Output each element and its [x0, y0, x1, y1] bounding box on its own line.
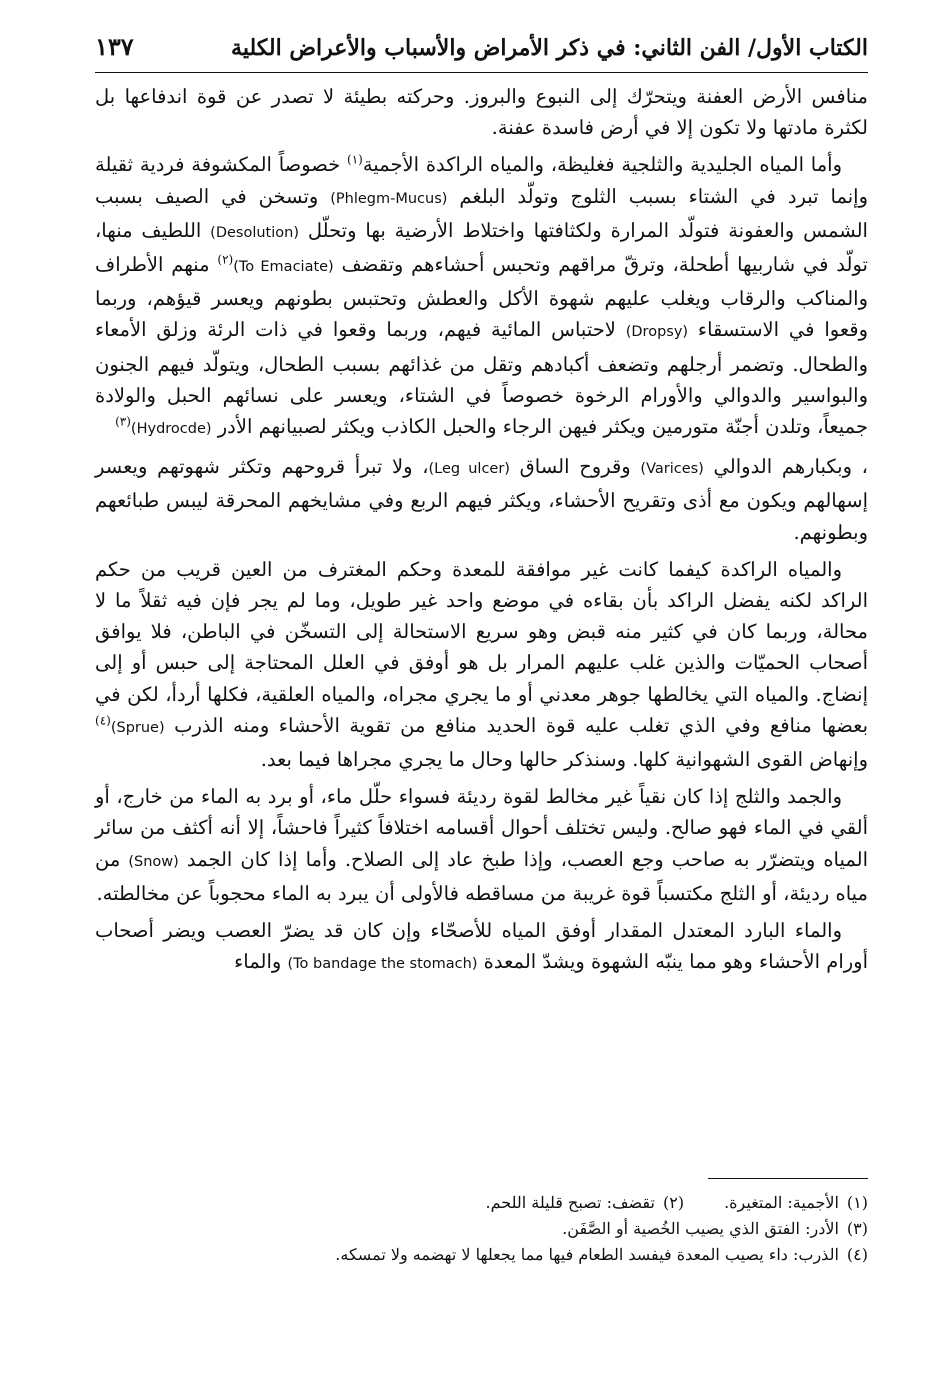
text-run: والماء البارد المعتدل المقدار أوفق المياه للأصحّاء وإن كان قد يضرّ العصب ويضر أصحاب أورام الأحشاء وهو مما ينبّه الشهوة ويشدّ المعدة [95, 919, 868, 974]
footnote-separator [708, 1178, 868, 1179]
latin-term: (To bandage the stomach) [287, 956, 478, 973]
text-run: منهم الأطراف والمناكب والرقاب ويغلب عليهم شهوة الأكل والعطش وتحتبس بطونهم ويعسر قيؤهم، وربما وقعوا في الاستسقاء [95, 253, 868, 342]
footnote-number: (٣) [846, 1219, 868, 1238]
latin-term: (Varices) [640, 461, 704, 478]
text-run: خصوصاً المكشوفة فردية ثقيلة وإنما تبرد في الشتاء بسبب الثلوج وتولّد البلغم [95, 153, 868, 208]
latin-term: (Phlegm-Mucus) [330, 190, 448, 207]
footnotes [95, 1190, 868, 1268]
text-run: لاحتباس المائية فيهم، وربما وقعوا في ذات الرئة وزلق الأمعاء والطحال. وتضمر أرجلهم وتضعف أكبادهم وتقل من غذائهم بسبب الطحال، ويتولّد فيهم الجنون والبواسير والدوالي والأورام الرخوة خصوصاً في الشتاء، ويعسر على نسائهم الحبل والولادة جميعاً، وتلدن أجنّة متورمين ويكثر فيهن الرجاء والحبل الكاذب ويكثر لصبيانهم الأدر [95, 318, 868, 439]
latin-term: (Leg ulcer) [428, 461, 510, 478]
footnote-number: (٤) [846, 1245, 868, 1264]
footnote-line [95, 1216, 868, 1242]
footnote [486, 1190, 685, 1216]
footnote [562, 1216, 868, 1242]
latin-term: (Snow) [128, 853, 179, 870]
footnote-text: الذرب: داء يصيب المعدة فيفسد الطعام فيها مما يجعلها لا تهضمه ولا تمسكه. [335, 1245, 839, 1264]
footnote-line [95, 1242, 868, 1268]
text-run: وأما المياه الجليدية والثلجية فغليظة، والمياه الراكدة الأجمية [362, 153, 842, 177]
footnote-line [95, 1190, 868, 1216]
latin-term: (Dropsy) [625, 324, 689, 341]
text-run: وقروح الساق [509, 455, 641, 479]
latin-term: (Sprue) [110, 719, 165, 736]
text-run: وإنهاض القوى الشهوانية كلها. وسنذكر حالها وحال ما يجري مجراها فيما بعد. [260, 748, 868, 772]
running-title: الكتاب الأول/ الفن الثاني: في ذكر الأمراض والأسباب والأعراض الكلية [231, 35, 868, 61]
footnote-text: تقضف: تصبح قليلة اللحم. [485, 1193, 655, 1212]
footnote-number: (١) [846, 1193, 868, 1212]
footnote [724, 1190, 868, 1216]
latin-term: (To Emaciate) [233, 259, 334, 276]
latin-term: (Desolution) [210, 224, 299, 241]
latin-term: (Hydrocde) [130, 421, 212, 438]
text-run: والجمد والثلج إذا كان نقياً غير مخالط لقوة رديئة فسواء حلّل ماء، أو برد به الماء من خارج، أو ألقي في الماء فهو صالح. وليس تختلف أحوال أقسامه اختلافاً كثيراً فاحشاً، إلا أنه أكثف من سائر المياه ويتضرّر به صاحب وجع العصب، وإذا طبخ عاد إلى الصلاح. وأما إذا كان الجمد [95, 785, 868, 871]
text-run: ، وبكبارهم الدوالي [703, 455, 868, 479]
text-run: وتسخن في الصيف بسبب الشمس والعفونة فتولّد المرارة ولكثافتها واختلاط الأرضية بها وتحلّل [95, 184, 868, 242]
page-number: ١٣٧ [95, 32, 134, 61]
text-run: والماء [234, 950, 288, 974]
footnote-text: الأجمية: المتغيرة. [724, 1193, 839, 1212]
footnote-marker: (٣) [115, 414, 131, 429]
footnote-marker: (٤) [95, 713, 111, 728]
footnote-number: (٢) [662, 1193, 685, 1212]
footnote-text: الأدر: الفتق الذي يصيب الخُصية أو الصَّفَن. [562, 1219, 839, 1238]
text-run: منافس الأرض العفنة ويتحرّك إلى النبوع والبروز. وحركته بطيئة لا تصدر عن قوة اندفاعها بل لكثرة مادتها ولا تكون إلا في أرض فاسدة عفنة. [95, 85, 868, 140]
text-run: من مياه رديئة، أو الثلج مكتسباً قوة غريبة من مساقطه فالأولى أن يبرد به الماء محجوباً عن مخالطته. [95, 847, 868, 905]
footnote-marker: (٢) [217, 252, 234, 267]
text-run: اللطيف منها، تولّد في شاربيها أطحلة، وترقّ مراقهم وتحبس أحشاءهم وتقضف [95, 218, 868, 277]
footnote [335, 1242, 868, 1268]
text-run: ، ولا تبرأ قروحهم وتكثر شهوتهم ويعسر إسهالهم ويكون مع أذى وتقريح الأحشاء، ويكثر فيهم الربع وفي مشايخهم المحرقة ليبس طبائعهم وبطونهم. [95, 455, 868, 544]
footnote-marker: (١) [347, 152, 363, 167]
text-run: والمياه الراكدة كيفما كانت غير موافقة للمعدة وحكم المغترف من العين قريب من حكم الراكد لكنه يفضل الراكد بأن بقاءه في موضع واحد غير طويل، وما لم يجر فإن فيه ثقلاً ما لا محالة، وربما كان في كثير منه قبض وهو سريع الاستحالة إلى التسخّن في الباطن، فلا يوافق أصحاب الحميّات والذين غلب عليهم المرار بل هو أوفق في العلل المحتاجة إلى حبس أو إلى إنضاج. والمياه التي يخالطها جوهر معدني أو ما يجري مجراه، والمياه العلقية، فكلها أردأ، لكن في بعضها منافع وفي الذي تغلب عليه قوة الحديد منافع من تقوية الأحشاء ومنه الذرب [95, 557, 868, 737]
footnote-area [95, 0, 868, 1385]
